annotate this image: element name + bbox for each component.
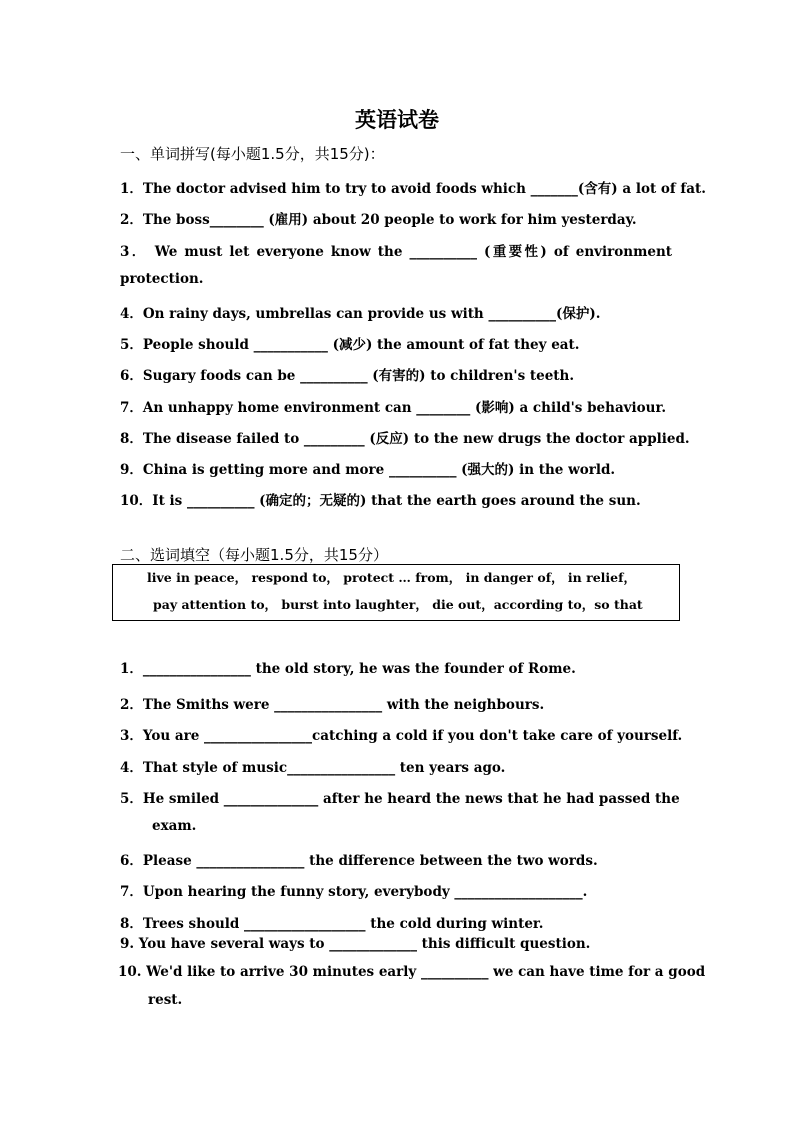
- word-bank-box: [112, 564, 680, 621]
- question-1-5: 5．People should ___________ (减少) the amount of fat they eat.: [120, 337, 580, 353]
- question-2-1: 1．________________ the old story, he was the founder of Rome.: [120, 661, 576, 677]
- question-1-2: 2．The boss________ (雇用) about 20 people to work for him yesterday.: [120, 212, 637, 228]
- question-2-7: 7．Upon hearing the funny story, everybody ___________________.: [120, 884, 588, 900]
- question-1-8: 8．The disease failed to _________ (反应) to the new drugs the doctor applied.: [120, 431, 690, 447]
- question-2-6: 6．Please ________________ the difference between the two words.: [120, 853, 598, 869]
- question-2-9: 9. You have several ways to _____________ this difficult question.: [120, 936, 591, 952]
- question-2-10: 10. We'd like to arrive 30 minutes early __________ we can have time for a good: [118, 964, 706, 980]
- word-bank-line-2: pay attention to， burst into laughter， die out，according to，so that: [153, 597, 643, 612]
- question-1-9: 9．China is getting more and more __________ (强大的) in the world.: [120, 462, 616, 478]
- question-2-4: 4．That style of music________________ ten years ago.: [120, 760, 506, 776]
- question-1-1: 1．The doctor advised him to try to avoid foods which _______(含有) a lot of fat.: [120, 181, 706, 197]
- question-1-4: 4．On rainy days, umbrellas can provide us with __________(保护).: [120, 306, 601, 322]
- question-2-8: 8．Trees should __________________ the cold during winter.: [120, 916, 544, 932]
- question-2-5-continued: exam.: [152, 818, 197, 834]
- section-1-heading: 一、单词拼写(每小题1.5分，共15分)：: [120, 145, 385, 163]
- question-2-2: 2．The Smiths were ________________ with the neighbours.: [120, 697, 545, 713]
- section-2-heading: 二、选词填空（每小题1.5分，共15分）: [120, 546, 388, 564]
- page-title: 英语试卷: [355, 108, 439, 132]
- word-bank-line-1: live in peace， respond to， protect … from， in danger of， in relief，: [147, 570, 636, 585]
- question-2-10-continued: rest.: [148, 992, 183, 1008]
- question-1-10: 10．It is __________ (确定的；无疑的) that the earth goes around the sun.: [120, 493, 641, 509]
- question-1-7: 7．An unhappy home environment can ________ (影响) a child's behaviour.: [120, 400, 667, 416]
- question-2-3: 3．You are ________________catching a cold if you don't take care of yourself.: [120, 728, 683, 744]
- question-1-3: 3． We must let everyone know the __________ (重要性) of environment: [120, 244, 672, 260]
- question-1-6: 6．Sugary foods can be __________ (有害的) to children's teeth.: [120, 368, 575, 384]
- question-2-5: 5．He smiled ______________ after he heard the news that he had passed the: [120, 791, 680, 807]
- question-1-3-continued: protection.: [120, 271, 204, 287]
